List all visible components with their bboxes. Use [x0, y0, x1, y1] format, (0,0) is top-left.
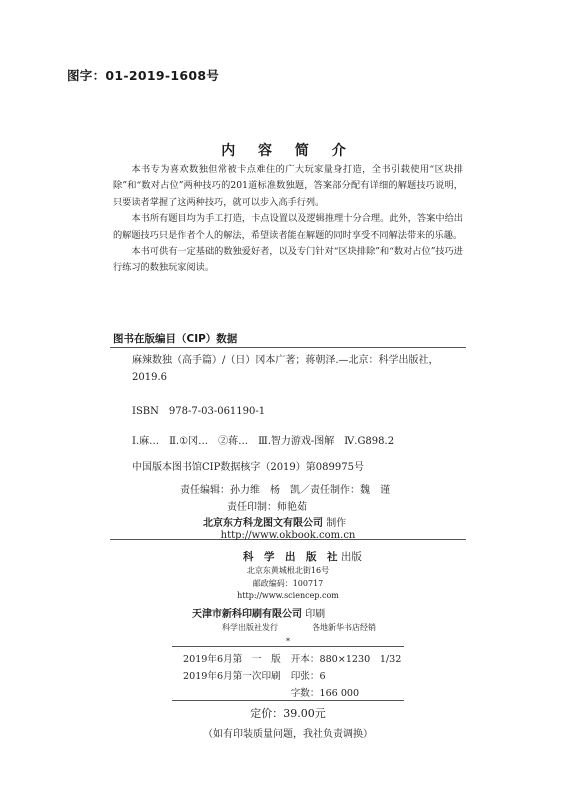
- producer-line: [203, 514, 346, 529]
- quality-notice: （如有印装质量问题，我社负责调换）: [203, 729, 373, 740]
- publisher-name: 科 学 出 版 社: [243, 551, 338, 563]
- publisher-address: 北京东黄城根北街16号: [246, 566, 330, 575]
- cip-title-line: 麻辣数独（高手篇）/（日）冈本广著；蒋朝泽.—北京：科学出版社，2019.6: [132, 355, 439, 383]
- divider-line: [172, 646, 404, 647]
- format-info: 开本：880×1230 1/32: [290, 654, 402, 665]
- printing-supervisor: 责任印制：师艳茹: [227, 502, 307, 513]
- separator-star: *: [286, 637, 290, 646]
- summary-paragraph: 本书可供有一定基础的数独爱好者，以及专门针对“区块排除”和“数对占位”技巧进行练习的数独玩家阅读。: [113, 246, 463, 274]
- publisher-suffix: 出版: [340, 551, 362, 563]
- publisher-postcode: 邮政编码：100717: [252, 579, 324, 588]
- sheets-info: 印张：6: [290, 671, 326, 682]
- summary-paragraph: 本书专为喜欢数独但常被卡点难住的广大玩家量身打造，全书引载使用“区块排除”和“数对占位”两种技巧的201道标准数独题，答案部分配有详细的解题技巧说明，只要读者掌握了这两种技巧，就可以步入高手行列。: [113, 164, 463, 208]
- printer-name: 天津市新科印刷有限公司: [192, 609, 302, 620]
- cip-isbn: ISBN 978-7-03-061190-1: [132, 406, 266, 417]
- divider-line: [172, 700, 404, 701]
- printer-line: [192, 605, 325, 620]
- distributor: 科学出版社发行: [222, 623, 278, 632]
- edition-info: 2019年6月第 一 版: [183, 654, 281, 665]
- summary-paragraph: 本书所有题目均为手工打造，卡点设置以及逻辑推理十分合理。此外，答案中给出的解题技巧只是作者个人的解法，希望读者能在解题的同时享受不同解法带来的乐趣。: [113, 213, 463, 241]
- cip-heading: 图书在版编目（CIP）数据: [113, 333, 238, 345]
- responsible-editors: 责任编辑：孙力维 杨 凯／责任制作：魏 谨: [180, 485, 390, 496]
- print-run-info: 2019年6月第一次印刷: [183, 671, 281, 682]
- producer-suffix: 制作: [326, 518, 347, 529]
- publisher-line: [243, 549, 362, 564]
- sellers: 各地新华书店经销: [312, 623, 376, 632]
- summary-body: [113, 162, 463, 277]
- edition-table: [181, 650, 411, 703]
- summary-title: 内 容 简 介: [221, 143, 355, 159]
- word-count-info: 字数：166 000: [290, 688, 360, 699]
- producer-url: http://www.okbook.com.cn: [220, 530, 356, 541]
- cip-classification: Ⅰ.麻… Ⅱ.①冈… ②蒋… Ⅲ.智力游戏-图解 Ⅳ.G898.2: [132, 436, 395, 447]
- price: 定价：39.00元: [250, 707, 326, 720]
- publisher-url: http://www.sciencep.com: [237, 591, 339, 600]
- producer-name: 北京东方科龙图文有限公司: [203, 518, 323, 529]
- printer-suffix: 印刷: [305, 609, 326, 620]
- registration-number: 图字：01-2019-1608号: [67, 68, 220, 83]
- cip-record-number: 中国版本图书馆CIP数据核字（2019）第089975号: [132, 462, 364, 473]
